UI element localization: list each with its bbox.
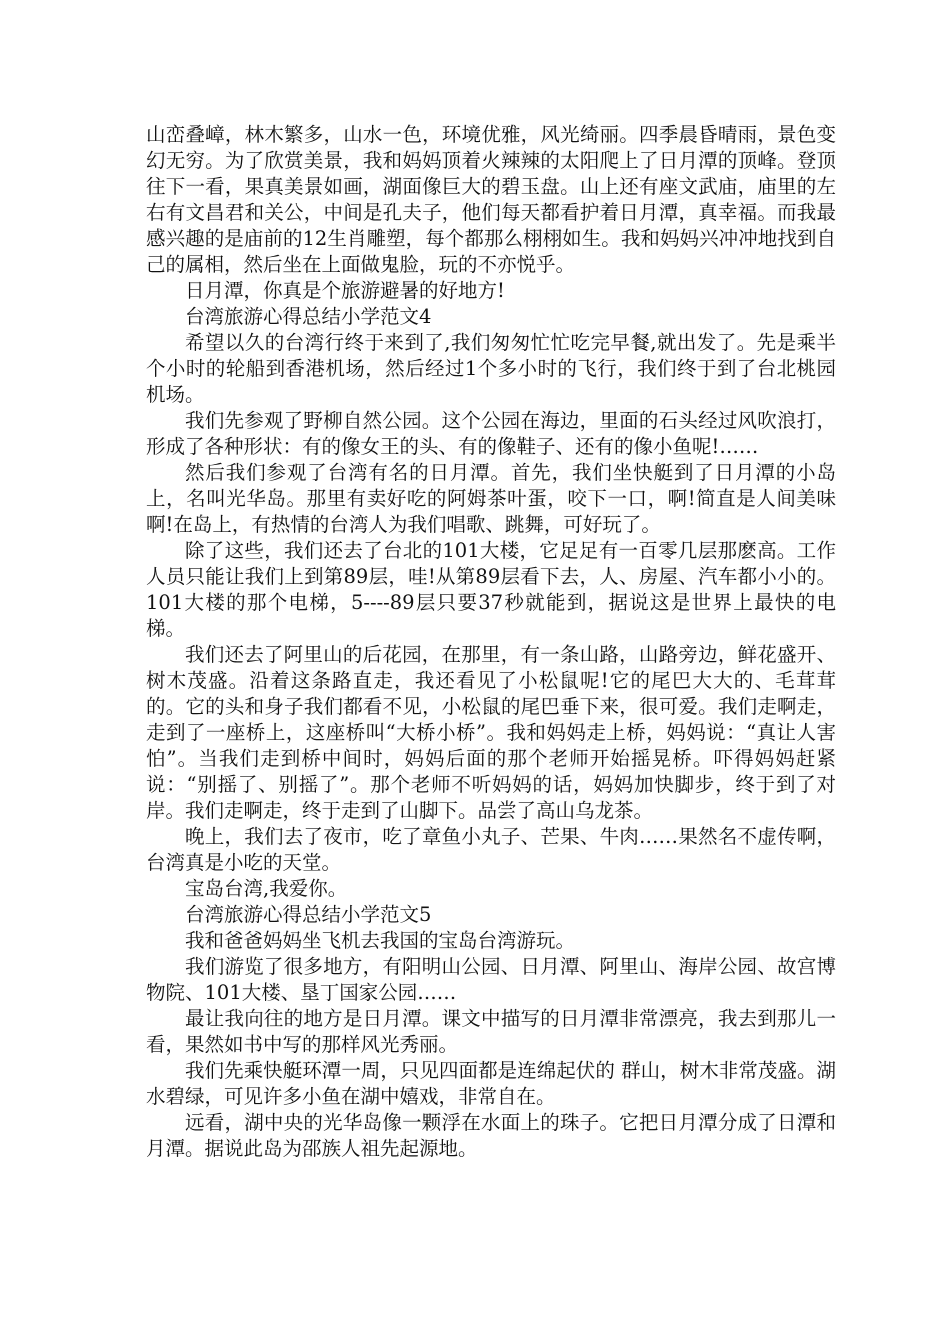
section-heading-4: 台湾旅游心得总结小学范文4 (185, 305, 432, 328)
paragraph-2: 日月潭，你真是个旅游避暑的好地方! (185, 279, 505, 302)
paragraph-14: 最让我向往的地方是日月潭。课文中描写的日月潭非常漂亮，我去到那儿一看，果然如书中写的那样风光秀丽。 (146, 1007, 836, 1056)
paragraph-1: 山峦叠嶂，林木繁多，山水一色，环境优雅，风光绮丽。四季晨昏晴雨，景色变幻无穷。为了欣赏美景，我和妈妈顶着火辣辣的太阳爬上了日月潭的顶峰。登顶往下一看，果真美景如画，湖面像巨大的碧玉盘。山上还有座文武庙，庙里的左右有文昌君和关公，中间是孔夫子，他们每天都看护着日月潭，真幸福。而我最感兴趣的是庙前的12生肖雕塑，每个都那么栩栩如生。我和妈妈兴冲冲地找到自己的属相，然后坐在上面做鬼脸，玩的不亦悦乎。 (146, 123, 836, 276)
paragraph-12: 我和爸爸妈妈坐飞机去我国的宝岛台湾游玩。 (185, 929, 576, 952)
section-heading-5: 台湾旅游心得总结小学范文5 (185, 903, 432, 926)
paragraph-6: 然后我们参观了台湾有名的日月潭。首先，我们坐快艇到了日月潭的小岛上，名叫光华岛。那里有卖好吃的阿姆茶叶蛋，咬下一口，啊!简直是人间美味啊!在岛上，有热情的台湾人为我们唱歌、跳舞，可好玩了。 (146, 461, 836, 536)
paragraph-13: 我们游览了很多地方，有阳明山公园、日月潭、阿里山、海岸公园、故宫博物院、101大楼、垦丁国家公园…… (146, 955, 836, 1004)
paragraph-10: 宝岛台湾,我爱你。 (185, 877, 348, 900)
paragraph-16: 远看，湖中央的光华岛像一颗浮在水面上的珠子。它把日月潭分成了日潭和月潭。据说此岛为邵族人祖先起源地。 (146, 1111, 836, 1160)
paragraph-8: 我们还去了阿里山的后花园，在那里，有一条山路，山路旁边，鲜花盛开、树木茂盛。沿着这条路直走，我还看见了小松鼠呢!它的尾巴大大的、毛茸茸的。它的头和身子我们都看不见，小松鼠的尾巴垂下来，很可爱。我们走啊走，走到了一座桥上，这座桥叫“大桥小桥”。我和妈妈走上桥，妈妈说：“真让人害怕”。当我们走到桥中间时，妈妈后面的那个老师开始摇晃桥。吓得妈妈赶紧说：“别摇了、别摇了”。那个老师不听妈妈的话，妈妈加快脚步，终于到了对岸。我们走啊走，终于走到了山脚下。品尝了高山乌龙茶。 (146, 643, 836, 822)
paragraph-9: 晚上，我们去了夜市，吃了章鱼小丸子、芒果、牛肉……果然名不虚传啊，台湾真是小吃的天堂。 (146, 825, 836, 874)
paragraph-15: 我们先乘快艇环潭一周，只见四面都是连绵起伏的 群山，树木非常茂盛。湖水碧绿，可见许多小鱼在湖中嬉戏，非常自在。 (146, 1059, 836, 1108)
document-page (146, 122, 836, 1162)
paragraph-4: 希望以久的台湾行终于来到了,我们匆匆忙忙吃完早餐,就出发了。先是乘半个小时的轮船到香港机场，然后经过1个多小时的飞行，我们终于到了台北桃园机场。 (146, 331, 836, 406)
paragraph-7: 除了这些，我们还去了台北的101大楼，它足足有一百零几层那麽高。工作人员只能让我们上到第89层，哇!从第89层看下去，人、房屋、汽车都小小的。101大楼的那个电梯，5----89层只要37秒就能到，据说这是世界上最快的电梯。 (146, 539, 836, 640)
paragraph-5: 我们先参观了野柳自然公园。这个公园在海边，里面的石头经过风吹浪打，形成了各种形状：有的像女王的头、有的像鞋子、还有的像小鱼呢!…… (146, 409, 836, 458)
